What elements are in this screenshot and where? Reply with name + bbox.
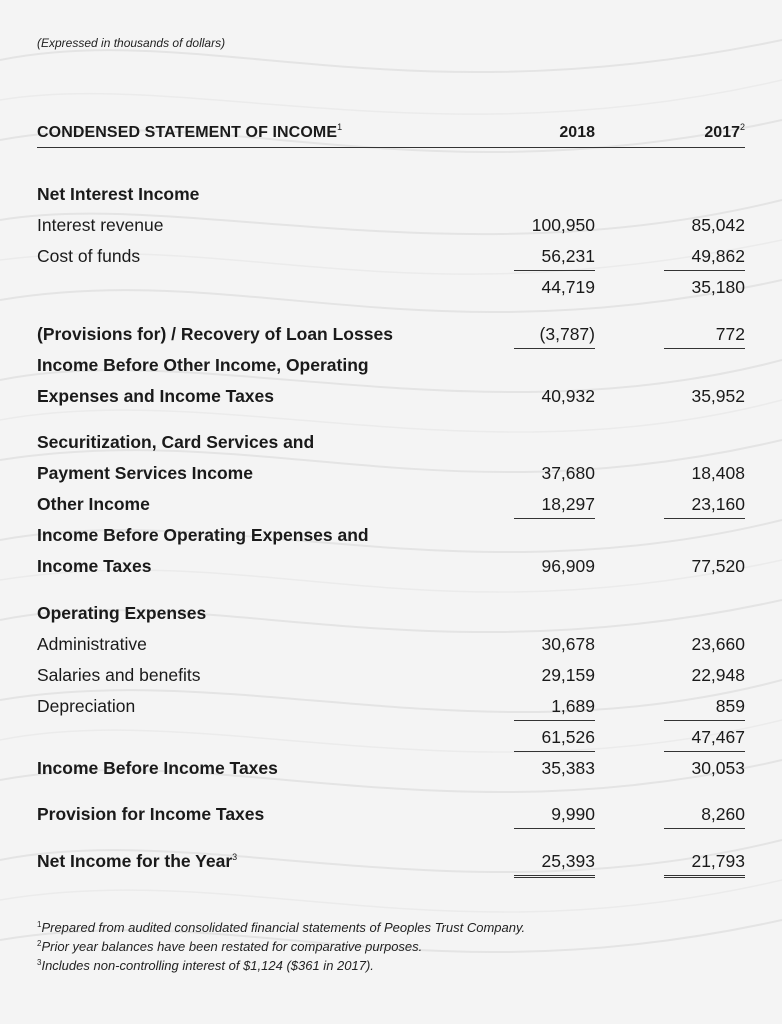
- row-label: Income Before Other Income, Operating: [37, 355, 369, 375]
- statement-row: [37, 727, 745, 753]
- value-2017: 77,520: [691, 556, 745, 576]
- value-2017: 35,180: [691, 277, 745, 297]
- value-2018: 96,909: [541, 556, 595, 576]
- statement-row: [37, 851, 745, 877]
- footnote-3: $^3$Includes non-controlling interest of $1,124 ($361 in 2017).: [37, 958, 374, 973]
- statement-row: [37, 386, 745, 412]
- statement-row: [37, 463, 745, 489]
- value-2018: 30,678: [541, 634, 595, 654]
- row-label: Other Income: [37, 494, 150, 514]
- row-label: Net Interest Income: [37, 184, 200, 204]
- value-2017: 21,793: [664, 851, 745, 878]
- row-label: Administrative: [37, 634, 147, 654]
- value-2017: 47,467: [664, 727, 745, 752]
- value-2018: 40,932: [541, 386, 595, 406]
- statement-row: [37, 556, 745, 582]
- statement-row: [37, 804, 745, 830]
- statement-header: [37, 124, 745, 148]
- statement-row: [37, 184, 745, 210]
- statement-row: [37, 758, 745, 784]
- row-label: Securitization, Card Services and: [37, 432, 315, 452]
- value-2018: 25,393: [514, 851, 595, 878]
- statement-row: [37, 603, 745, 629]
- statement-row: [37, 324, 745, 350]
- statement-row: [37, 246, 745, 272]
- value-2018: 18,297: [514, 494, 595, 519]
- units-note: (Expressed in thousands of dollars): [37, 36, 226, 50]
- row-label: Interest revenue: [37, 215, 164, 235]
- value-2017: 8,260: [664, 804, 745, 829]
- value-2017: 85,042: [691, 215, 745, 235]
- row-label: Operating Expenses: [37, 603, 207, 623]
- value-2018: 9,990: [514, 804, 595, 829]
- statement-row: [37, 494, 745, 520]
- statement-row: [37, 277, 745, 303]
- value-2017: 859: [664, 696, 745, 721]
- column-header-2018: 2018: [559, 124, 595, 141]
- footnotes: [37, 918, 525, 975]
- statement-row: [37, 696, 745, 722]
- value-2018: 29,159: [541, 665, 595, 685]
- statement-row: [37, 355, 745, 381]
- row-label: Cost of funds: [37, 246, 141, 266]
- statement-row: [37, 634, 745, 660]
- value-2017: 49,862: [664, 246, 745, 271]
- row-label: Income Before Operating Expenses and: [37, 525, 369, 545]
- footnote-1: $^1$Prepared from audited consolidated financial statements of Peoples Trust Company.: [37, 920, 526, 935]
- value-2018: 35,383: [541, 758, 595, 778]
- footnote-2: $^2$Prior year balances have been restated for comparative purposes.: [37, 939, 423, 954]
- statement-title: CONDENSED STATEMENT OF INCOME$^1$: [37, 122, 343, 141]
- statement-row: [37, 215, 745, 241]
- row-label: Salaries and benefits: [37, 665, 201, 685]
- row-label: Income Before Income Taxes: [37, 758, 278, 778]
- value-2018: 100,950: [531, 215, 595, 235]
- value-2017: 18,408: [691, 463, 745, 483]
- row-label: Net Income for the Year$^3$: [37, 851, 238, 871]
- value-2017: 35,952: [691, 386, 745, 406]
- value-2017: 772: [664, 324, 745, 349]
- value-2017: 23,160: [664, 494, 745, 519]
- column-header-2017: 2017$^2$: [704, 122, 745, 141]
- row-label: Expenses and Income Taxes: [37, 386, 275, 406]
- statement-row: [37, 432, 745, 458]
- row-label: (Provisions for) / Recovery of Loan Losses: [37, 324, 393, 344]
- value-2018: 37,680: [541, 463, 595, 483]
- row-label: Payment Services Income: [37, 463, 253, 483]
- row-label: Depreciation: [37, 696, 136, 716]
- statement-row: [37, 665, 745, 691]
- row-label: Provision for Income Taxes: [37, 804, 265, 824]
- value-2018: 44,719: [541, 277, 595, 297]
- statement-row: [37, 525, 745, 551]
- row-label: Income Taxes: [37, 556, 152, 576]
- value-2017: 22,948: [691, 665, 745, 685]
- value-2017: 23,660: [691, 634, 745, 654]
- value-2018: 1,689: [514, 696, 595, 721]
- value-2018: 61,526: [514, 727, 595, 752]
- value-2018: (3,787): [514, 324, 595, 349]
- value-2017: 30,053: [691, 758, 745, 778]
- value-2018: 56,231: [514, 246, 595, 271]
